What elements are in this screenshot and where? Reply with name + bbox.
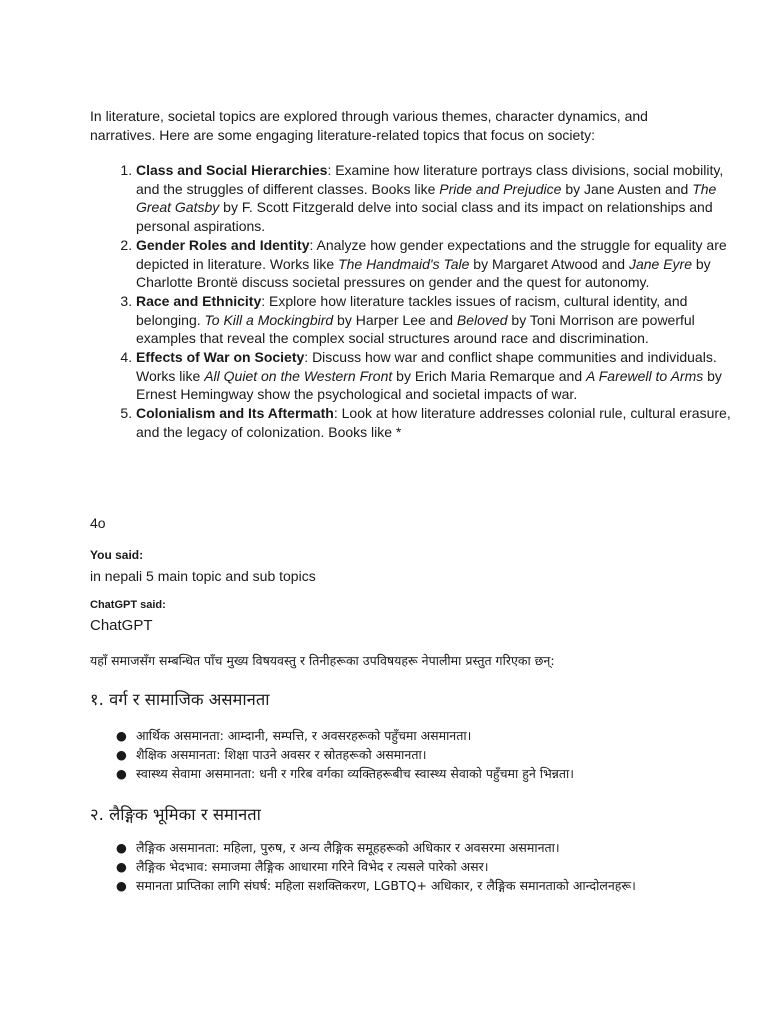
section-heading: २. लैङ्गिक भूमिका र समानता <box>90 805 261 824</box>
bullet-icon: ● <box>116 766 127 781</box>
nepali-intro: यहाँ समाजसँग सम्बन्धित पाँच मुख्य विषयवस्तु र तिनीहरूका उपविषयहरू नेपालीमा प्रस्तुत गरिएका छन्: <box>90 653 555 668</box>
bullet-icon: ● <box>116 878 127 893</box>
topic-title: Gender Roles and Identity <box>136 236 310 253</box>
topic-title: Race and Ethnicity <box>136 292 262 309</box>
section-list <box>90 726 736 783</box>
list-item: ● स्वास्थ्य सेवामा असमानता: धनी र गरिब वर्गका व्यक्तिहरूबीच स्वास्थ्य सेवाको पहुँचमा हुने भिन्नता। <box>116 766 574 781</box>
bullet-icon: ● <box>116 859 127 874</box>
section-heading: १. वर्ग र सामाजिक असमानता <box>90 690 270 709</box>
topic-title: Effects of War on Society <box>136 349 305 366</box>
list-item: 4. Effects of War on Society: Discuss how war and conflict shape communities and individuals. Works like All Quiet on the Western Front by Erich Maria Remarque and A Farewell to Arms by Ernest Hemingway show the psychological and societal impacts of war. <box>136 348 736 404</box>
topic-title: Colonialism and Its Aftermath <box>136 405 334 422</box>
chatgpt-name: ChatGPT <box>90 617 153 634</box>
list-item: ● आर्थिक असमानता: आम्दानी, सम्पत्ति, र अवसरहरूको पहुँचमा असमानता। <box>116 728 472 743</box>
intro-paragraph: In literature, societal topics are explored through various themes, character dynamics, and narratives. Here are some engaging literature-related topics that focus on society: <box>90 108 648 143</box>
topic-title: Class and Social Hierarchies <box>136 162 328 178</box>
bullet-icon: ● <box>116 728 127 743</box>
list-item: ● लैङ्गिक भेदभाव: समाजमा लैङ्गिक आधारमा गरिने विभेद र त्यसले पारेको असर। <box>116 859 489 874</box>
user-message: in nepali 5 main topic and sub topics <box>90 568 316 584</box>
list-item: ● शैक्षिक असमानता: शिक्षा पाउने अवसर र स्रोतहरूको असमानता। <box>116 747 427 762</box>
list-item: ● लैङ्गिक असमानता: महिला, पुरुष, र अन्य लैङ्गिक समूहहरूको अधिकार र अवसरमा असमानता। <box>116 840 560 855</box>
list-item: 3. Race and Ethnicity: Explore how literature tackles issues of racism, cultural identity, and belonging. To Kill a Mockingbird by Harper Lee and Beloved by Toni Morrison are powerful examples that reveal the complex social structures around race and discrimination. <box>136 292 736 348</box>
list-item: 2. Gender Roles and Identity: Analyze how gender expectations and the struggle for equality are depicted in literature. Works like The Handmaid's Tale by Margaret Atwood and Jane Eyre by Charlotte Brontë discuss societal pressures on gender and the quest for autonomy. <box>136 236 736 292</box>
model-label: 4o <box>90 515 106 531</box>
bullet-icon: ● <box>116 840 127 855</box>
bullet-icon: ● <box>116 747 127 762</box>
chatgpt-said-label: ChatGPT said: <box>90 599 166 611</box>
section-list <box>90 838 736 895</box>
list-item: 1. Class and Social Hierarchies: Examine how literature portrays class divisions, social mobility, and the struggles of different classes. Books like Pride and Prejudice by Jane Austen and The Great Gatsby by F. Scott Fitzgerald delve into social class and its impact on relationships and personal aspirations. <box>136 161 736 236</box>
topics-list <box>90 161 736 442</box>
you-said-label: You said: <box>90 548 144 562</box>
list-item: 5. Colonialism and Its Aftermath: Look at how literature addresses colonial rule, cultural erasure, and the legacy of colonization. Books like * <box>136 404 736 441</box>
list-item: ● समानता प्राप्तिका लागि संघर्ष: महिला सशक्तिकरण, LGBTQ+ अधिकार, र लैङ्गिक समानताको आन्दोलनहरू। <box>116 878 636 893</box>
